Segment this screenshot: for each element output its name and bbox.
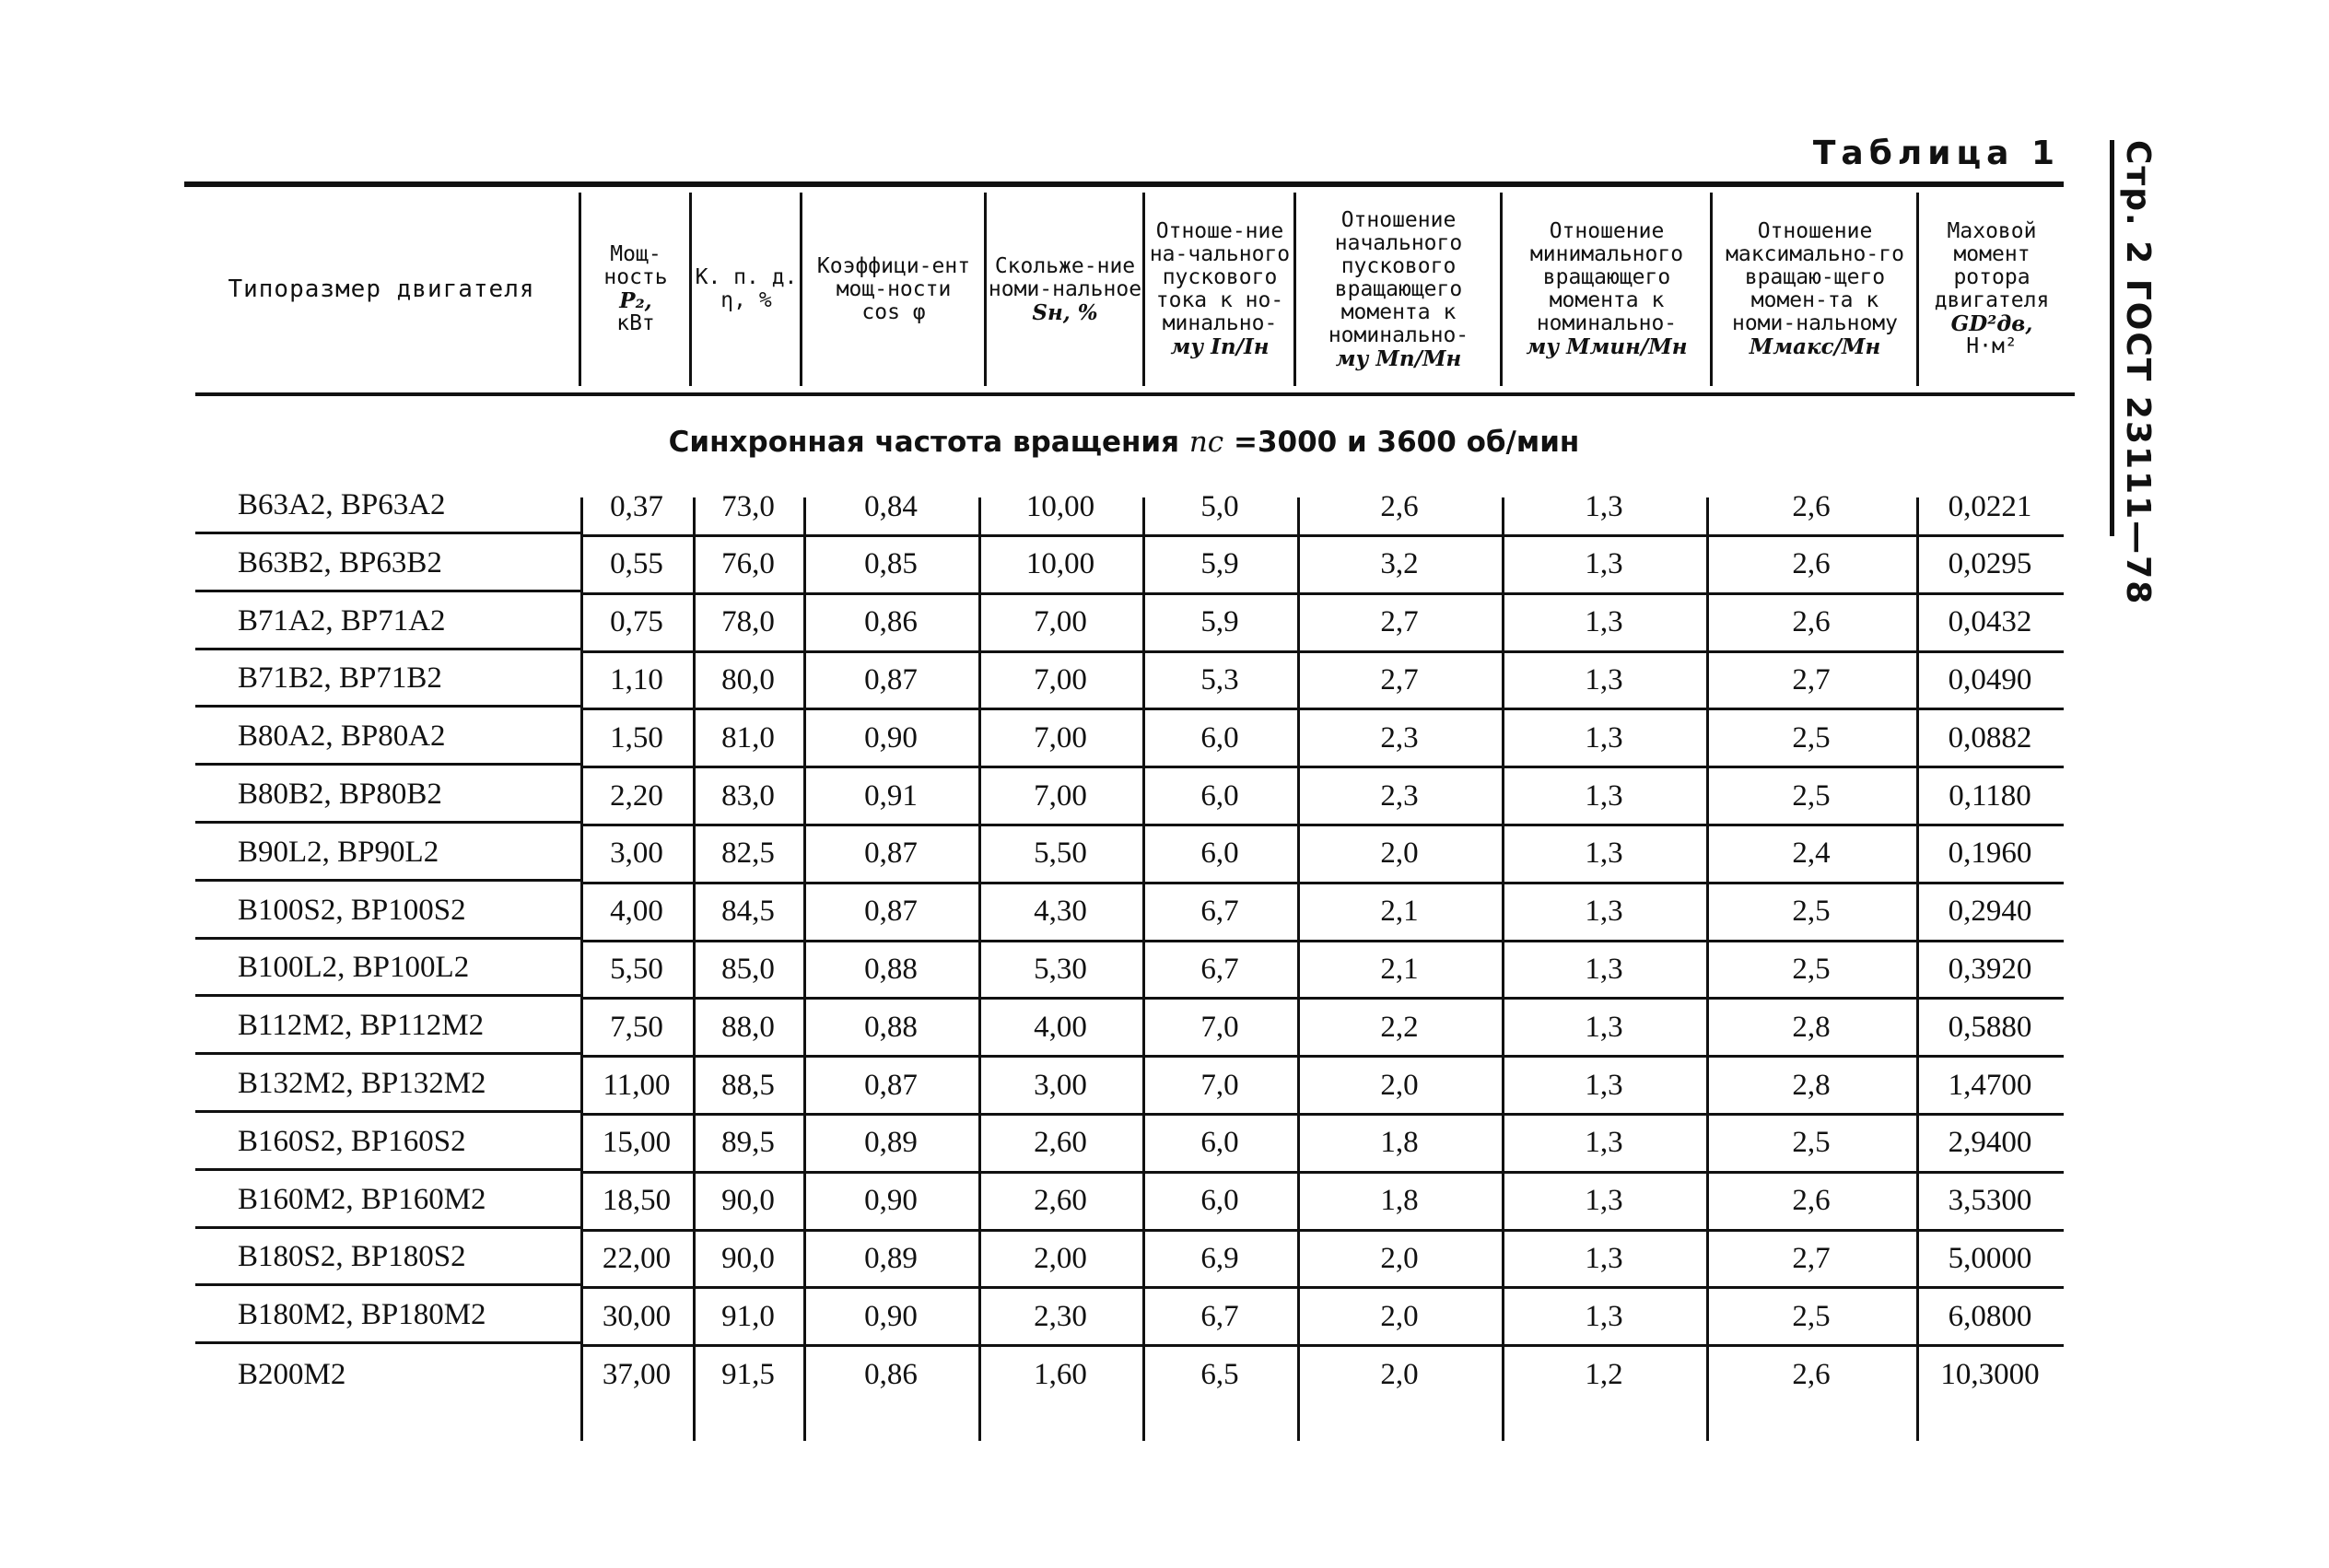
cell-flywheel-moment: 0,5880: [1916, 1000, 2064, 1058]
cell-power-factor: 0,88: [803, 942, 978, 1000]
cell-slip: 7,00: [978, 710, 1142, 768]
cell-max-torque: 2,6: [1706, 595, 1916, 653]
cell-min-torque: 1,3: [1502, 884, 1706, 942]
cell-starting-torque: 2,6: [1297, 479, 1502, 537]
header-power: Мощ-ность P₂, кВт: [603, 242, 668, 335]
header-starting-current: Отноше-ние на-чального пускового тока к но-минально- му Iп/Iн: [1149, 219, 1291, 359]
cell-max-torque: 2,5: [1706, 1289, 1916, 1347]
cell-slip: 7,00: [978, 595, 1142, 653]
cell-power: 11,00: [580, 1058, 693, 1116]
cell-max-torque: 2,6: [1706, 1174, 1916, 1232]
cell-motor-size: В112М2, ВР112М2: [195, 1000, 580, 1055]
table-row: [184, 652, 2064, 710]
cell-slip: 2,60: [978, 1174, 1142, 1232]
cell-power-factor: 0,86: [864, 1357, 918, 1391]
cell-motor-size: В63В2, ВР63В2: [195, 537, 580, 592]
cell-efficiency: 84,5: [693, 884, 803, 942]
cell-flywheel-moment: 10,3000: [1940, 1357, 2040, 1391]
cell-min-torque: 1,3: [1502, 479, 1706, 537]
cell-starting-current: 6,5: [1200, 1357, 1239, 1391]
cell-efficiency: 73,0: [693, 479, 803, 537]
cell-slip: 7,00: [978, 768, 1142, 826]
cell-slip: 5,50: [978, 826, 1142, 884]
cell-power: 2,20: [580, 768, 693, 826]
cell-starting-current: 6,7: [1142, 884, 1297, 942]
cell-power-factor: 0,85: [803, 537, 978, 595]
cell-min-torque: 1,3: [1502, 1000, 1706, 1058]
cell-slip: 4,00: [978, 1000, 1142, 1058]
cell-slip: 3,00: [978, 1058, 1142, 1116]
cell-starting-current: 5,3: [1142, 652, 1297, 710]
cell-power-factor: 0,88: [803, 1000, 978, 1058]
cell-efficiency: 88,5: [693, 1058, 803, 1116]
cell-slip: 2,60: [978, 1116, 1142, 1174]
table-row: [184, 1231, 2064, 1289]
cell-starting-torque: 2,0: [1297, 1231, 1502, 1289]
cell-starting-current: 5,9: [1142, 595, 1297, 653]
cell-min-torque: 1,3: [1502, 1058, 1706, 1116]
cell-min-torque: 1,3: [1502, 942, 1706, 1000]
cell-starting-current: 5,9: [1142, 537, 1297, 595]
table-row: [184, 1058, 2064, 1116]
cell-min-torque: 1,3: [1502, 768, 1706, 826]
cell-power: 30,00: [580, 1289, 693, 1347]
cell-motor-size: В100L2, ВР100L2: [195, 942, 580, 997]
cell-flywheel-moment: 2,9400: [1916, 1116, 2064, 1174]
cell-efficiency: 91,0: [693, 1289, 803, 1347]
cell-slip: 7,00: [978, 652, 1142, 710]
cell-efficiency: 81,0: [693, 710, 803, 768]
cell-power: 22,00: [580, 1231, 693, 1289]
cell-slip: 10,00: [978, 479, 1142, 537]
cell-power-factor: 0,87: [803, 652, 978, 710]
cell-min-torque: 1,3: [1502, 1231, 1706, 1289]
cell-starting-torque: 1,8: [1297, 1174, 1502, 1232]
cell-min-torque: 1,3: [1502, 1116, 1706, 1174]
cell-max-torque: 2,7: [1706, 652, 1916, 710]
cell-power: 1,10: [580, 652, 693, 710]
cell-power-factor: 0,90: [803, 1289, 978, 1347]
cell-flywheel-moment: 0,0295: [1916, 537, 2064, 595]
cell-starting-torque: 2,0: [1297, 1289, 1502, 1347]
cell-max-torque: 2,6: [1706, 479, 1916, 537]
cell-power: 15,00: [580, 1116, 693, 1174]
table-row: [184, 942, 2064, 1000]
header-slip: Скольже-ние номи-нальное Sн, %: [988, 253, 1142, 325]
cell-max-torque: 2,7: [1706, 1231, 1916, 1289]
header-flywheel-moment: Маховой момент ротора двигателя GD²дв, Н·м²: [1934, 219, 2050, 358]
cell-power: 37,00: [602, 1357, 672, 1391]
cell-efficiency: 89,5: [693, 1116, 803, 1174]
side-page-label: Стр. 2 ГОСТ 23111—78: [2119, 140, 2157, 606]
table-row: [184, 1347, 2064, 1405]
cell-starting-torque: 2,1: [1297, 884, 1502, 942]
cell-flywheel-moment: 0,0221: [1916, 479, 2064, 537]
table-row: [184, 1000, 2064, 1058]
cell-flywheel-moment: 6,0800: [1916, 1289, 2064, 1347]
header-starting-torque: Отношение начального пускового вращающего момента к номинально- му Mп/Mн: [1328, 207, 1469, 371]
cell-starting-torque: 2,3: [1297, 768, 1502, 826]
cell-motor-size: В160М2, ВР160М2: [195, 1174, 580, 1229]
cell-flywheel-moment: 0,1960: [1916, 826, 2064, 884]
cell-efficiency: 76,0: [693, 537, 803, 595]
header-min-torque: Отношение минимального вращающего момента к номинально- му Mмин/Mн: [1526, 219, 1688, 359]
cell-motor-size: В80В2, ВР80В2: [195, 768, 580, 824]
cell-min-torque: 1,3: [1502, 1289, 1706, 1347]
table-row: [184, 826, 2064, 884]
cell-starting-current: 6,0: [1142, 710, 1297, 768]
table-row: [184, 595, 2064, 653]
cell-slip: 4,30: [978, 884, 1142, 942]
cell-efficiency: 80,0: [693, 652, 803, 710]
section-title: Синхронная частота вращения nс =3000 и 3600 об/мин: [668, 426, 1580, 459]
table-row: [184, 710, 2064, 768]
cell-motor-size: В160S2, ВР160S2: [195, 1116, 580, 1171]
cell-power-factor: 0,89: [803, 1231, 978, 1289]
header-bottom-rule: [195, 392, 2075, 396]
cell-slip: 5,30: [978, 942, 1142, 1000]
cell-starting-torque: 2,7: [1297, 652, 1502, 710]
cell-power-factor: 0,87: [803, 1058, 978, 1116]
header-max-torque: Отношение максимально-го вращаю-щего момен-та к номи-нальному Mмакс/Mн: [1726, 219, 1904, 359]
header-efficiency: К. п. д. η, %: [695, 265, 798, 312]
cell-power: 0,75: [580, 595, 693, 653]
cell-starting-current: 6,7: [1142, 1289, 1297, 1347]
table-row: [184, 479, 2064, 537]
cell-power-factor: 0,90: [803, 1174, 978, 1232]
cell-starting-current: 7,0: [1142, 1000, 1297, 1058]
cell-power: 0,37: [580, 479, 693, 537]
cell-power: 3,00: [580, 826, 693, 884]
cell-power-factor: 0,86: [803, 595, 978, 653]
cell-motor-size: В71В2, ВР71В2: [195, 652, 580, 708]
cell-starting-torque: 2,0: [1380, 1357, 1419, 1391]
cell-starting-torque: 2,3: [1297, 710, 1502, 768]
cell-slip: 2,30: [978, 1289, 1142, 1347]
cell-starting-torque: 2,0: [1297, 826, 1502, 884]
table-row: [184, 537, 2064, 595]
table-caption: Таблица 1: [1812, 135, 2060, 172]
cell-max-torque: 2,5: [1706, 884, 1916, 942]
table-row: [184, 1289, 2064, 1347]
header-motor-size: Типоразмер двигателя: [228, 275, 535, 303]
cell-starting-torque: 1,8: [1297, 1116, 1502, 1174]
cell-efficiency: 85,0: [693, 942, 803, 1000]
cell-starting-current: 6,0: [1142, 768, 1297, 826]
cell-power-factor: 0,91: [803, 768, 978, 826]
cell-efficiency: 90,0: [693, 1174, 803, 1232]
table-row: [184, 1116, 2064, 1174]
cell-min-torque: 1,3: [1502, 595, 1706, 653]
table-header: [184, 187, 2064, 392]
cell-slip: 2,00: [978, 1231, 1142, 1289]
cell-flywheel-moment: 0,2940: [1916, 884, 2064, 942]
cell-power: 0,55: [580, 537, 693, 595]
cell-min-torque: 1,2: [1585, 1357, 1623, 1391]
cell-flywheel-moment: 0,0490: [1916, 652, 2064, 710]
cell-flywheel-moment: 3,5300: [1916, 1174, 2064, 1232]
cell-slip: 10,00: [978, 537, 1142, 595]
cell-starting-torque: 2,2: [1297, 1000, 1502, 1058]
cell-max-torque: 2,8: [1706, 1000, 1916, 1058]
cell-starting-current: 6,7: [1142, 942, 1297, 1000]
cell-efficiency: 91,5: [721, 1357, 775, 1391]
side-rule: [2110, 140, 2114, 536]
cell-max-torque: 2,4: [1706, 826, 1916, 884]
cell-power-factor: 0,84: [803, 479, 978, 537]
table-row: [184, 768, 2064, 826]
cell-min-torque: 1,3: [1502, 710, 1706, 768]
cell-flywheel-moment: 5,0000: [1916, 1231, 2064, 1289]
cell-efficiency: 83,0: [693, 768, 803, 826]
cell-motor-size: В200М2: [238, 1357, 346, 1391]
cell-max-torque: 2,5: [1706, 942, 1916, 1000]
cell-flywheel-moment: 0,1180: [1916, 768, 2064, 826]
cell-power: 5,50: [580, 942, 693, 1000]
cell-motor-size: В100S2, ВР100S2: [195, 884, 580, 940]
cell-starting-current: 6,0: [1142, 826, 1297, 884]
cell-min-torque: 1,3: [1502, 652, 1706, 710]
cell-starting-current: 5,0: [1142, 479, 1297, 537]
cell-max-torque: 2,6: [1792, 1357, 1831, 1391]
cell-motor-size: В132М2, ВР132М2: [195, 1058, 580, 1113]
cell-starting-torque: 2,1: [1297, 942, 1502, 1000]
cell-efficiency: 78,0: [693, 595, 803, 653]
cell-motor-size: В63А2, ВР63А2: [195, 479, 580, 534]
cell-starting-current: 7,0: [1142, 1058, 1297, 1116]
cell-min-torque: 1,3: [1502, 826, 1706, 884]
table-row: [184, 1174, 2064, 1232]
cell-starting-current: 6,0: [1142, 1116, 1297, 1174]
table-row: [184, 884, 2064, 942]
cell-flywheel-moment: 0,0432: [1916, 595, 2064, 653]
cell-max-torque: 2,5: [1706, 1116, 1916, 1174]
cell-motor-size: В71А2, ВР71А2: [195, 595, 580, 650]
cell-power-factor: 0,87: [803, 826, 978, 884]
cell-starting-torque: 2,7: [1297, 595, 1502, 653]
cell-motor-size: В90L2, ВР90L2: [195, 826, 580, 882]
cell-power: 7,50: [580, 1000, 693, 1058]
cell-power-factor: 0,87: [803, 884, 978, 942]
cell-starting-current: 6,0: [1142, 1174, 1297, 1232]
cell-flywheel-moment: 0,0882: [1916, 710, 2064, 768]
cell-motor-size: В180М2, ВР180М2: [195, 1289, 580, 1344]
cell-max-torque: 2,6: [1706, 537, 1916, 595]
cell-efficiency: 90,0: [693, 1231, 803, 1289]
cell-min-torque: 1,3: [1502, 1174, 1706, 1232]
cell-power: 1,50: [580, 710, 693, 768]
cell-power-factor: 0,89: [803, 1116, 978, 1174]
cell-flywheel-moment: 0,3920: [1916, 942, 2064, 1000]
cell-efficiency: 88,0: [693, 1000, 803, 1058]
cell-power-factor: 0,90: [803, 710, 978, 768]
cell-motor-size: В180S2, ВР180S2: [195, 1231, 580, 1286]
cell-power: 18,50: [580, 1174, 693, 1232]
cell-max-torque: 2,5: [1706, 768, 1916, 826]
cell-min-torque: 1,3: [1502, 537, 1706, 595]
cell-starting-current: 6,9: [1142, 1231, 1297, 1289]
cell-max-torque: 2,5: [1706, 710, 1916, 768]
cell-power: 4,00: [580, 884, 693, 942]
cell-flywheel-moment: 1,4700: [1916, 1058, 2064, 1116]
cell-slip: 1,60: [1034, 1357, 1087, 1391]
cell-starting-torque: 3,2: [1297, 537, 1502, 595]
header-power-factor: Коэффици-ент мощ-ности cos φ: [816, 253, 971, 324]
cell-max-torque: 2,8: [1706, 1058, 1916, 1116]
cell-starting-torque: 2,0: [1297, 1058, 1502, 1116]
cell-motor-size: В80А2, ВР80А2: [195, 710, 580, 766]
cell-efficiency: 82,5: [693, 826, 803, 884]
